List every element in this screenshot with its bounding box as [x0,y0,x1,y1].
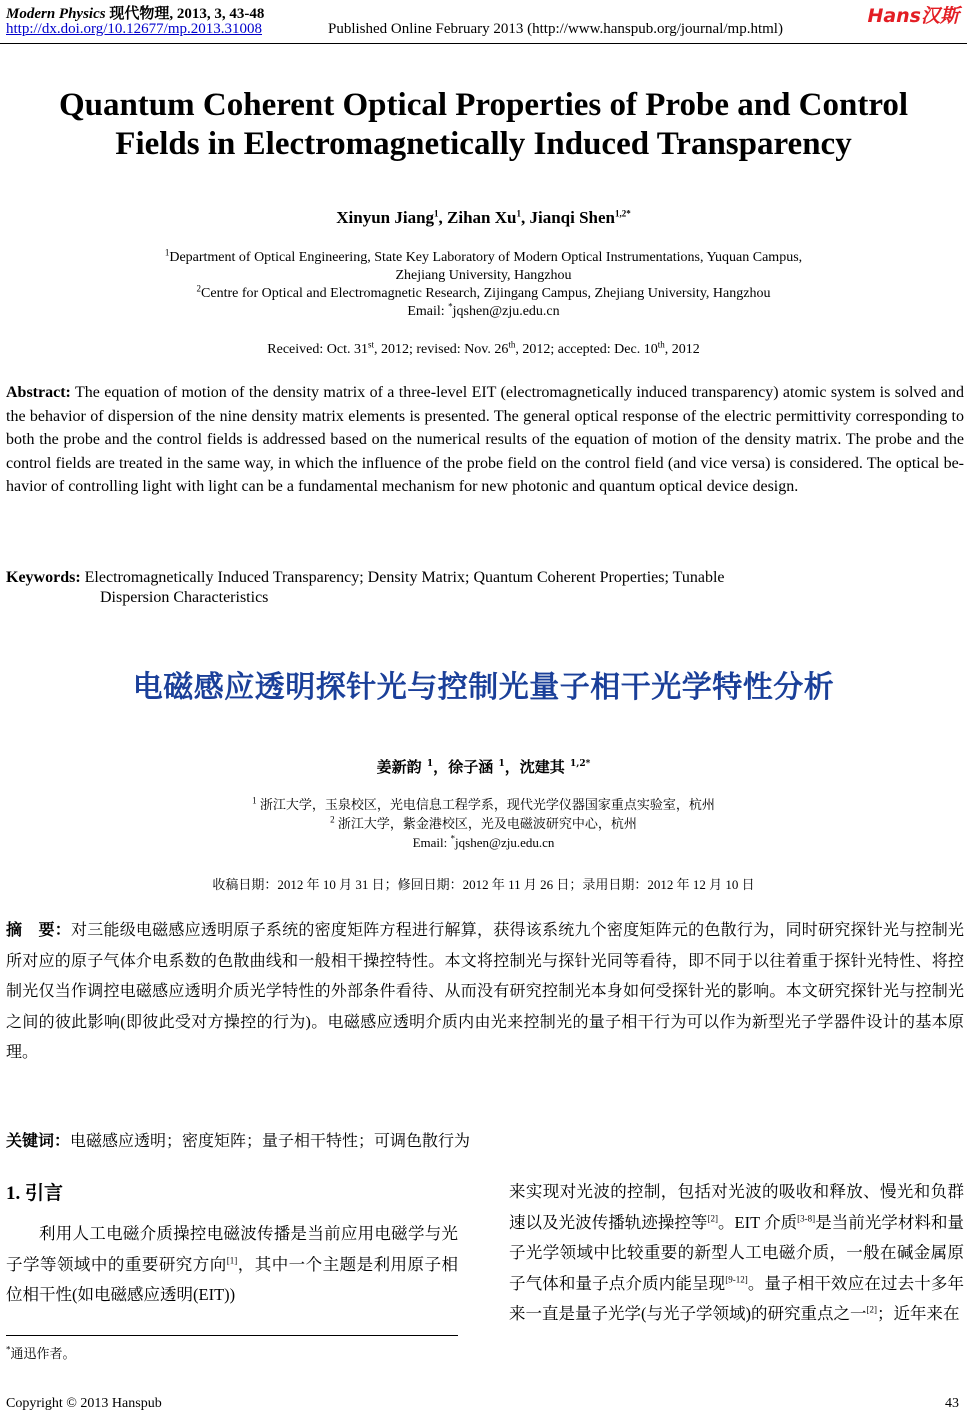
author-3: Jianqi Shen [529,208,615,227]
accepted-date: , 2012; accepted: Dec. 10 [515,342,658,357]
author-1: Xinyun Jiang [336,208,435,227]
paper-title-cn: 电磁感应透明探针光与控制光量子相干光学特性分析 [132,670,835,705]
body-left-column [6,1219,458,1311]
aff1-sup: 1 [164,247,170,258]
citation-ref[interactable]: [2] [866,1304,877,1315]
email-sup: * [448,301,453,312]
page-number: 43 [945,1396,959,1411]
left-text-1: 利用人工电磁介质操控电磁波传播是当前应用电磁学与光子学等领域中的重要研究方向 [6,1224,458,1274]
accepted-year: , 2012 [664,342,700,357]
aff2-sup: 2 [196,283,202,294]
aff-cn-2-sup: 2 [330,814,335,825]
affiliations-en [0,249,967,321]
citation-ref[interactable]: [3-8] [797,1213,816,1223]
author-cn-1-sup: 1 [426,759,434,769]
revised-date: , 2012; revised: Nov. 26 [373,342,509,357]
citation-ref[interactable]: [2] [707,1213,718,1223]
aff-cn-1-sup: 1 [252,795,257,806]
abstract-en [6,381,964,499]
email-cn-label: Email: [412,835,451,850]
hanspub-logo: Hans汉斯 [867,5,959,27]
revised-sup: th [508,339,516,350]
accepted-sup: th [657,339,665,350]
citation-ref[interactable]: [9-12] [725,1274,748,1284]
received-dates-cn: 收稿日期：2012 年 10 月 31 日；修回日期：2012 年 11 月 26 日；录用日期：2012 年 12 月 10 日 [212,877,755,892]
published-online: Published Online February 2013 (http://www.hanspub.org/journal/mp.html) [328,21,783,37]
author-cn-1: 姜新韵 [376,758,422,776]
affiliation-2 [0,285,967,303]
keywords-cn-text: 电磁感应透明；密度矩阵；量子相干特性；可调色散行为 [70,1133,471,1150]
email-cn-sup: * [450,833,456,844]
aff2-text: Centre for Optical and Electromagnetic Research, Zijingang Campus, Zhejiang University, Hangzhou [201,286,771,301]
section-heading: 1. 引言 [6,1183,64,1204]
email-cn [0,833,967,852]
body-right-column [509,1177,964,1330]
footnote-text: 通迅作者。 [10,1346,76,1361]
keywords-line2: Dispersion Characteristics [100,589,269,606]
author-cn-sep1: ， [433,758,449,776]
author-3-sup: 1,2* [615,208,631,219]
title-en-line2: Fields in Electromagnetically Induced Transparency [115,126,852,162]
author-cn-3: 沈建其 [519,758,565,776]
keywords-label: Keywords: [6,569,81,586]
author-cn-sep2: ， [504,758,520,776]
right-text-3: 是当前光学材料和量子光学领域中比较重要的新型人工电磁介质，一般在碱金属原子气体和量子点介质内能呈现 [509,1212,965,1293]
footnote [6,1343,76,1362]
authors-cn [0,756,967,777]
affiliation-1 [0,249,967,267]
aff-cn-2-text: 浙江大学，紫金港校区，光及电磁波研究中心，杭州 [337,816,637,831]
doi-link[interactable]: http://dx.doi.org/10.12677/mp.2013.31008 [6,21,262,37]
email-address[interactable]: jqshen@zju.edu.cn [452,304,560,319]
author-cn-3-sup: 1,2* [569,759,591,769]
keywords-en [6,566,725,589]
header-divider [0,43,967,44]
right-text-2: 。EIT 介质 [717,1212,798,1232]
received-dates-en [0,339,967,358]
author-cn-2: 徐子涵 [448,758,494,776]
right-text-1: 来实现对光波的控制，包括对光波的吸收和释放、慢光和负群速以及光波传播轨迹操控等 [509,1182,964,1232]
paper-title-en [0,86,967,164]
footnote-sup: * [6,1344,11,1355]
received-sup: st [367,339,374,350]
author-2-sup: 1 [516,208,521,219]
footnote-divider [6,1335,458,1336]
right-text-4: 。量子相干效应在过去十多年来一直是量子光学(与光子学领域)的研究重点之一 [509,1273,965,1323]
authors-en: Xinyun Jiang$^1$, Zihan Xu$^1$, Jianqi Shen$^{1,2*}$ [336,208,631,227]
email-en [0,303,967,321]
abstract-cn-text: 对三能级电磁感应透明原子系统的密度矩阵方程进行解算，获得该系统九个密度矩阵元的色散行为，同时研究探针光与控制光所对应的原子气体介电系数的色散曲线和一般相干操控特性。本文将控制光与探针光同等看待，即不同于以往着重于探针光特性、将控制光仅当作调控电磁感应透明介质光学特性的外部条件看待、从而没有研究控制光本身如何受探针光的影响。本文研究探针光与控制光之间的彼此影响(即彼此受对方操控的行为)。电磁感应透明介质内由光来控制光的量子相干行为可以作为新型光子学器件设计的基本原理。 [6,922,964,1061]
aff-cn-1-text: 浙江大学，玉泉校区，光电信息工程学系，现代光学仪器国家重点实验室，杭州 [259,797,715,812]
affiliations-cn [0,795,967,852]
abstract-text: The equation of motion of the density matrix of a three-level EIT (electromagnetically induced transparency) atomic system is solved and the behavior of dispersion of the nine density matrix elements is presented. The general optical response of the electric permittivity corresponding to both the probe and the control fields is addressed based on the numerical results of the equation of motion of the density matrix. The probe and the control fields are treated in the same way, in which the influence of the probe field on the control field (and vice versa) is considered. The optical be-havior of controlling light with light can be a fundamental mechanism for new photonic and quantum optical device design. [6,384,964,496]
keywords-cn-label: 关键词： [6,1131,71,1150]
right-text-5: ；近年来在 [877,1304,960,1323]
abstract-label: Abstract: [6,384,71,401]
email-cn-address[interactable]: jqshen@zju.edu.cn [455,835,555,850]
author-2: Zihan Xu [447,208,517,227]
journal-name-en: Modern Physics [6,6,106,22]
received-date: Received: Oct. 31 [267,342,368,357]
left-text-2: ，其中一个主题是利用原子相位相干性(如电磁感应透明(EIT)) [6,1254,459,1304]
affiliation-1-line2: Zhejiang University, Hangzhou [395,268,572,283]
keywords-line1: Electromagnetically Induced Transparency; Density Matrix; Quantum Coherent Properties; Tunable [80,569,725,586]
author-1-sup: 1 [434,208,439,219]
abstract-cn-label: 摘 要： [6,920,71,939]
affiliation-cn-2 [0,814,967,833]
title-en-line1: Quantum Coherent Optical Properties of Probe and Control [58,87,909,123]
affiliation-cn-1 [0,795,967,814]
email-label: Email: [407,304,449,319]
copyright: Copyright © 2013 Hanspub [6,1396,162,1411]
aff1-line1: Department of Optical Engineering, State Key Laboratory of Modern Optical Instrumentations, Yuquan Campus, [169,250,803,265]
journal-header [6,2,264,23]
author-cn-2-sup: 1 [498,759,505,769]
keywords-cn [6,1128,470,1151]
citation-ref[interactable]: [1] [226,1255,238,1265]
journal-name-cn: 现代物理 [109,6,170,22]
journal-citation: , 2013, 3, 43-48 [169,6,265,22]
abstract-cn [6,915,964,1069]
